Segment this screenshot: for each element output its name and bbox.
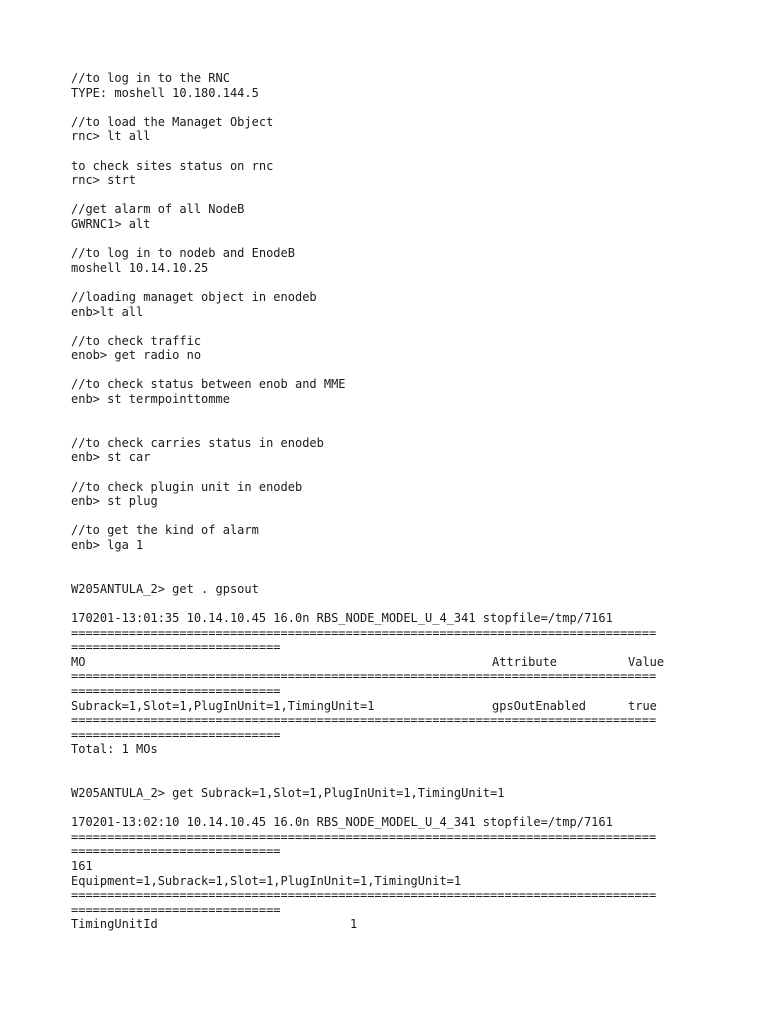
mo-path-line: Equipment=1,Subrack=1,Slot=1,PlugInUnit=1,TimingUnit=1 — [71, 873, 462, 888]
column-header-mo: MO — [71, 654, 86, 669]
table-header-row — [71, 655, 731, 670]
count-line: 161 — [71, 859, 93, 874]
row-mo: Subrack=1,Slot=1,PlugInUnit=1,TimingUnit=1 — [71, 698, 375, 713]
comment-line: //to check status between enob and MME — [71, 377, 346, 392]
command-line: enb> st car — [71, 450, 151, 465]
comment-line: //get alarm of all NodeB — [71, 202, 245, 217]
separator-rule: ================================================================================= — [71, 888, 657, 903]
command-line: enb> st plug — [71, 494, 158, 509]
comment-line: //to check traffic — [71, 333, 202, 348]
separator-rule: ================================================================================= — [71, 829, 657, 844]
comment-line: //to check carries status in enodeb — [71, 435, 324, 450]
attribute-name: TimingUnitId — [71, 917, 158, 932]
separator-rule: ================================================================================= — [71, 669, 657, 684]
separator-rule-short: ============================= — [71, 727, 281, 742]
separator-rule-short: ============================= — [71, 640, 281, 655]
column-header-value: Value — [628, 654, 665, 669]
command-line: rnc> strt — [71, 173, 137, 188]
command-line: enob> get radio no — [71, 348, 202, 363]
row-attribute: gpsOutEnabled — [492, 698, 586, 713]
comment-line: //to get the kind of alarm — [71, 523, 259, 538]
session-prompt: W205ANTULA_2> get . gpsout — [71, 581, 259, 596]
session-prompt: W205ANTULA_2> get Subrack=1,Slot=1,PlugInUnit=1,TimingUnit=1 — [71, 786, 505, 801]
document-page — [71, 71, 731, 932]
separator-rule-short: ============================= — [71, 683, 281, 698]
comment-line: //to log in to the RNC — [71, 71, 230, 85]
command-line: GWRNC1> alt — [71, 216, 151, 231]
session-header-line: 170201-13:01:35 10.14.10.45 16.0n RBS_NODE_MODEL_U_4_341 stopfile=/tmp/7161 — [71, 610, 613, 625]
separator-rule-short: ============================= — [71, 902, 281, 917]
attribute-row — [71, 917, 731, 932]
separator-rule: ================================================================================= — [71, 625, 657, 640]
column-header-attribute: Attribute — [492, 654, 558, 669]
comment-line: //loading managet object in enodeb — [71, 289, 317, 304]
table-row — [71, 699, 731, 714]
command-line: TYPE: moshell 10.180.144.5 — [71, 85, 259, 100]
comment-line: //to check plugin unit in enodeb — [71, 479, 303, 494]
command-line: rnc> lt all — [71, 129, 151, 144]
separator-rule-short: ============================= — [71, 844, 281, 859]
command-line: moshell 10.14.10.25 — [71, 260, 209, 275]
total-line: Total: 1 MOs — [71, 742, 158, 757]
command-line: enb> lga 1 — [71, 538, 144, 552]
row-value: true — [628, 698, 657, 713]
command-line: enb>lt all — [71, 304, 144, 319]
comment-line: to check sites status on rnc — [71, 158, 274, 173]
comment-line: //to log in to nodeb and EnodeB — [71, 246, 295, 261]
comment-line: //to load the Managet Object — [71, 114, 274, 129]
separator-rule: ================================================================================= — [71, 713, 657, 728]
session-header-line: 170201-13:02:10 10.14.10.45 16.0n RBS_NODE_MODEL_U_4_341 stopfile=/tmp/7161 — [71, 815, 613, 830]
command-line: enb> st termpointtomme — [71, 392, 230, 407]
attribute-value: 1 — [350, 917, 358, 932]
